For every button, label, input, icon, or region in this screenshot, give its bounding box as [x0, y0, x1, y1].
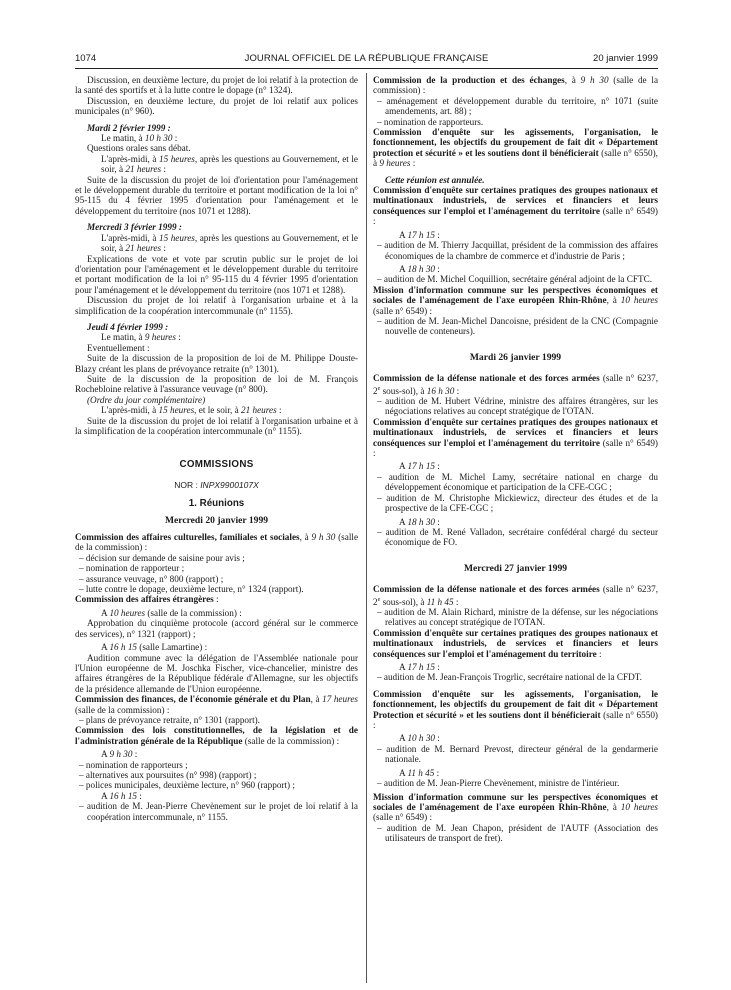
session-time: L'après-midi, à 15 heures, après les questions au Gouvernement, et le soir, à 21 heures : — [101, 232, 359, 254]
commission-entry: Commission de la défense nationale et des forces armées (salle n° 6237, 2e sous-sol), à 16 h 30 : — [373, 373, 658, 396]
paragraph: Discussion, en deuxième lecture, du projet de loi relatif à la protection de la santé des sportifs et à la lutte contre le dopage (n° 1324). — [75, 75, 358, 96]
list-item: – nomination de rapporteurs ; — [79, 759, 188, 770]
paragraph: (Ordre du jour complémentaire) — [87, 394, 206, 405]
paragraph: Suite de la discussion du projet de loi relatif à l'organisation urbaine et à la simplification de la coopération intercommunale (n° 1155). — [75, 415, 358, 436]
page-number: 1074 — [75, 53, 97, 64]
list-item: – audition de M. René Valladon, secrétaire confédéral chargé du secteur économique de FO. — [377, 526, 659, 548]
right-column — [373, 75, 658, 844]
paragraph: Discussion, en deuxième lecture, du projet de loi relatif aux polices municipales (n° 960). — [75, 95, 358, 117]
session-time: A 17 h 15 : — [399, 229, 440, 240]
commission-entry: Commission d'enquête sur les agissements, l'organisation, le fonctionnement, les objectifs du groupement de fait dit « Département protection et sécurité » et les soutiens dont il bénéficierait (salle n° 6550), à 9 heures : — [373, 127, 658, 169]
commission-entry: Commission des lois constitutionnelles, de la législation et de l'administration générale de la République (salle de la commission) : — [75, 725, 358, 746]
agenda-list — [75, 553, 358, 595]
session-time: A 10 h 30 : — [399, 733, 440, 744]
date-heading: Mardi 26 janvier 1999 — [469, 351, 562, 363]
date-heading: Mercredi 27 janvier 1999 — [463, 562, 568, 574]
cancellation-note: Cette réunion est annulée. — [385, 174, 485, 185]
paragraph: Questions orales sans débat. — [87, 143, 191, 154]
page-header — [75, 53, 658, 67]
left-column — [75, 75, 358, 822]
list-item: – assurance veuvage, n° 800 (rapport) ; — [79, 573, 224, 584]
list-item: – audition de M. Alain Richard, ministre de la défense, sur les négociations relatives au concept stratégique de l'OTAN. — [377, 607, 658, 628]
commission-entry: Commission de la défense nationale et des forces armées (salle n° 6237, 2e sous-sol), à 11 h 45 : — [373, 584, 658, 607]
list-item: – audition de M. Michel Lamy, secrétaire national en charge du développement économique et participation de la CFE-CGC ; — [377, 471, 659, 493]
list-item: – audition de M. Hubert Védrine, ministre des affaires étrangères, sur les négociations relatives au concept stratégique de l'OTAN. — [377, 396, 658, 417]
list-item: – polices municipales, deuxième lecture, n° 960 (rapport) ; — [79, 780, 295, 791]
day-heading: Mercredi 3 février 1999 : — [87, 222, 182, 233]
session-time: A 17 h 15 : — [399, 461, 440, 472]
session-time: L'après-midi, à 15 heures, et le soir, à 21 heures : — [101, 405, 282, 416]
session-time: Le matin, à 9 heures : — [101, 332, 181, 343]
list-item: – audition de M. Jean-François Trogrlic, secrétaire national de la CFDT. — [377, 672, 642, 683]
commission-entry: Commission de la production et des échanges, à 9 h 30 (salle de la commission) : — [373, 75, 659, 96]
commission-entry: Commission d'enquête sur certaines pratiques des groupes nationaux et multinationaux industriels, de services et financiers et leurs conséquences sur l'emploi et l'aménagement du territoire (salle n° 6549) : — [373, 185, 658, 227]
paragraph: Suite de la discussion de la proposition de loi de M. François Rochebloine relative à l'assurance veuvage (n° 800). — [75, 373, 358, 395]
journal-title: JOURNAL OFFICIEL DE LA RÉPUBLIQUE FRANÇAISE — [244, 53, 489, 64]
session-time: A 9 h 30 : — [101, 749, 138, 760]
session-time: L'après-midi, à 15 heures, après les questions au Gouvernement, et le soir, à 21 heures : — [101, 153, 359, 175]
commission-entry: Commission des affaires étrangères : — [75, 594, 219, 605]
list-item: – audition de M. Jean-Pierre Chevènement, ministre de l'intérieur. — [377, 778, 620, 789]
session-time: A 11 h 45 : — [399, 767, 440, 778]
commission-entry: Mission d'information commune sur les perspectives économiques et sociales de l'aménagement de l'axe européen Rhin-Rhône, à 10 heures (salle n° 6549) : — [373, 284, 658, 316]
section-title: COMMISSIONS — [179, 459, 254, 471]
paragraph: Explications de vote et vote par scrutin public sur le projet de loi d'orientation pour l'aménagement et le développement durable du territoire et portant modification de la loi n° 95-115 du 4 février 1995 d'orientation pour l'aménagement et le développement du territoire (nos 1071 et 1288). — [75, 253, 358, 295]
list-item: – audition de M. Jean Chapon, président de l'AUTF (Association des utilisateurs de transport de fret). — [377, 822, 659, 844]
session-time: A 16 h 15 (salle Lamartine) : — [101, 642, 208, 653]
paragraph: Suite de la discussion du projet de loi d'orientation pour l'aménagement et le développement durable du territoire et portant modification de la loi n° 95-115 du 4 février 1995 d'orientation pour l'aménagement et le développement du territoire (nos 1071 et 1288). — [75, 174, 358, 216]
paragraph: Suite de la discussion de la proposition de loi de M. Philippe Douste-Blazy créant les plans de prévoyance retraite (n° 1301). — [75, 353, 358, 374]
list-item: – plans de prévoyance retraite, n° 1301 (rapport). — [79, 714, 260, 725]
list-item: – lutte contre le dopage, deuxième lecture, n° 1324 (rapport). — [79, 584, 304, 595]
paragraph: Discussion du projet de loi relatif à l'organisation urbaine et à la simplification de la coopération intercommunale (n° 1155). — [75, 295, 358, 316]
commission-entry: Mission d'information commune sur les perspectives économiques et sociales de l'aménagement de l'axe européen Rhin-Rhône, à 10 heures (salle n° 6549) : — [373, 791, 658, 823]
list-item: – audition de M. Christophe Mickiewicz, directeur des études et de la prospective de la CFE-CGC ; — [377, 492, 658, 514]
paragraph: Approbation du cinquième protocole (accord général sur le commerce des services), n° 1321 (rapport) ; — [75, 618, 358, 639]
list-item: – nomination de rapporteur ; — [79, 563, 185, 574]
date-heading: Mercredi 20 janvier 1999 — [164, 514, 269, 526]
list-item: – audition de M. Michel Coquillion, secrétaire général adjoint de la CFTC. — [377, 274, 653, 285]
day-heading: Mardi 2 février 1999 : — [87, 122, 171, 133]
commission-entry: Commission d'enquête sur les agissements, l'organisation, le fonctionnement, les objectifs du groupement de fait dit « Département Protection et sécurité » et les soutiens dont il bénéficierait (salle n° 6550) : — [373, 688, 658, 731]
session-time: A 17 h 15 : — [399, 662, 440, 673]
issue-date: 20 janvier 1999 — [593, 53, 658, 64]
commission-entry: Commission d'enquête sur certaines pratiques des groupes nationaux et multinationaux industriels, de services et financiers et leurs conséquences sur l'emploi et l'aménagement du territoire : — [373, 627, 658, 659]
paragraph: Eventuellement : — [87, 342, 150, 353]
commission-entry: Commission d'enquête sur certaines pratiques des groupes nationaux et multinationaux industriels, de services et financiers et leurs conséquences sur l'emploi et l'aménagement du territoire (salle n° 6549) : — [373, 416, 658, 459]
session-time: A 18 h 30 : — [399, 263, 440, 274]
commission-entry: Commission des finances, de l'économie générale et du Plan, à 17 heures (salle de la commission) : — [75, 694, 358, 715]
day-heading: Jeudi 4 février 1999 : — [87, 321, 169, 332]
paragraph: Audition commune avec la délégation de l'Assemblée nationale pour l'Union européenne de M. Joschka Fischer, vice-chancelier, ministre des affaires étrangères de la République fédérale d'Allemagne, sur les objectifs de la présidence allemande de l'Union européenne. — [75, 652, 358, 694]
list-item: – audition de M. Jean-Michel Dancoisne, président de la CNC (Compagnie nouvelle de conteneurs). — [377, 315, 658, 337]
column-divider — [366, 73, 367, 983]
nor-reference: NOR : INPX9900107X — [174, 479, 259, 490]
commission-entry: Commission des affaires culturelles, familiales et sociales, à 9 h 30 (salle de la commission) : — [75, 532, 359, 553]
list-item: – nomination de rapporteurs. — [377, 116, 484, 127]
list-item: – audition de M. Bernard Prevost, directeur général de la gendarmerie nationale. — [377, 743, 659, 765]
session-time: Le matin, à 10 h 30 : — [101, 133, 178, 144]
session-time: A 16 h 15 : — [101, 790, 142, 801]
subsection-title: 1. Réunions — [188, 498, 245, 510]
session-time: A 10 heures (salle de la commission) : — [101, 607, 242, 618]
list-item: – aménagement et développement durable du territoire, n° 1071 (suite amendements, art. 88) ; — [377, 95, 659, 117]
list-item: – audition de M. Jean-Pierre Chevènement sur le projet de loi relatif à la coopération intercommunale, n° 1155. — [79, 801, 358, 822]
session-time: A 18 h 30 : — [399, 516, 440, 527]
list-item: – décision sur demande de saisine pour avis ; — [79, 552, 245, 563]
list-item: – audition de M. Thierry Jacquillat, président de la commission des affaires économiques de la chambre de commerce et d'industrie de Paris ; — [377, 240, 658, 261]
list-item: – alternatives aux poursuites (n° 998) (rapport) ; — [79, 769, 257, 780]
header-rule — [75, 68, 658, 69]
